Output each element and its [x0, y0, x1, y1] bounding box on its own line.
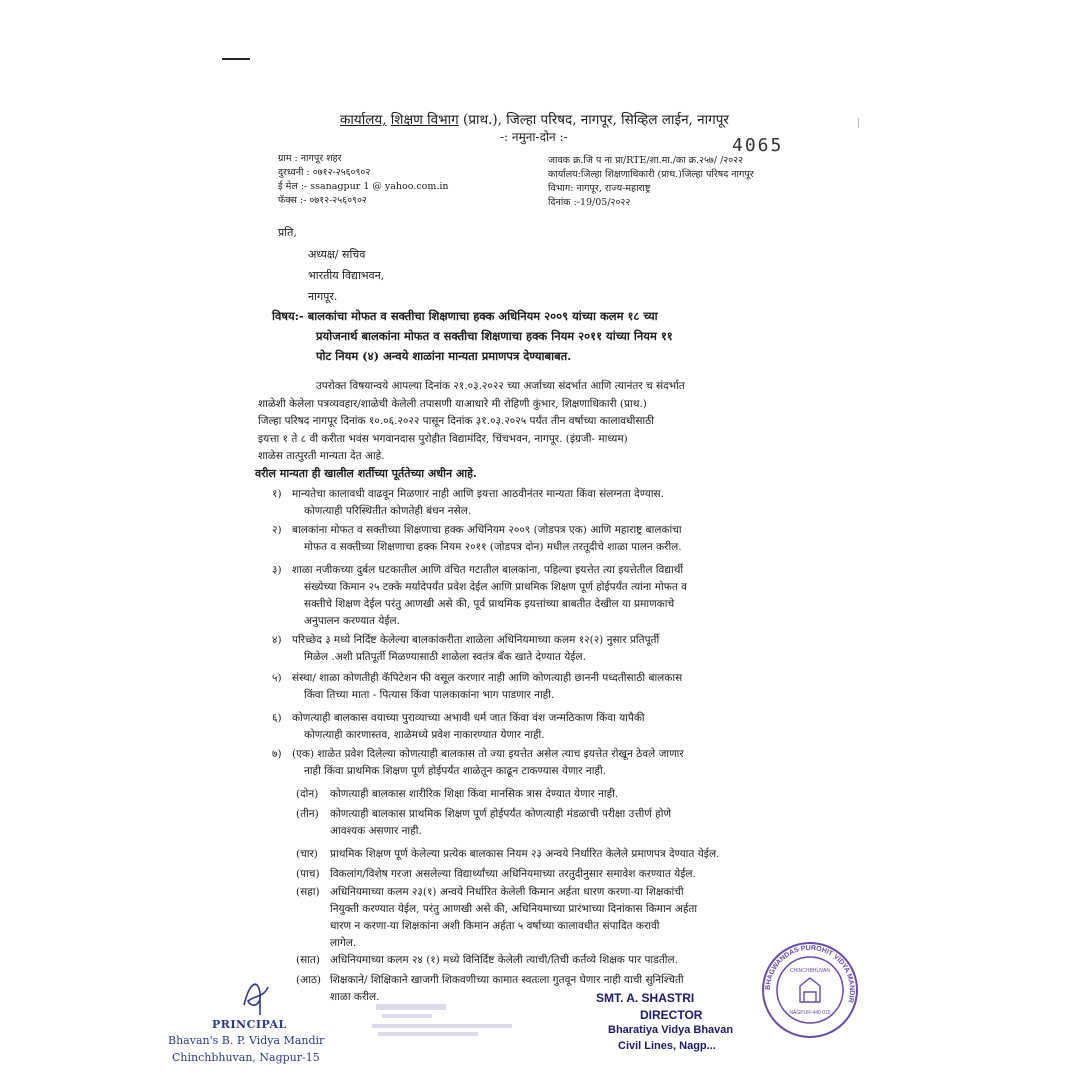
reference-block [548, 154, 754, 210]
form-number: -: नमुना-दोन :- [500, 130, 568, 144]
subcondition-line: आवश्यक असणार नाही. [330, 825, 422, 837]
condition-line: परिच्छेद ३ मध्ये निर्दिष्ट केलेल्या बालकांकरीता शाळेला अधिनियमाच्या कलम १२(२) नुसार प्रतिपूर्ती [292, 634, 660, 646]
subcondition-line: धारण न करणा-या शिक्षकांना अशी किमान अर्हता ५ वर्षाच्या कालावधीत संपादित करावी [330, 920, 660, 932]
subcondition-label: (दोन) [296, 788, 319, 800]
gram-line: ग्राम : नागपूर शहर [278, 153, 342, 164]
condition-number: ५) [272, 672, 282, 684]
subcondition-label: (चार) [296, 848, 318, 860]
subcondition-label: (तीन) [296, 808, 319, 820]
seal-building-icon [800, 978, 820, 1002]
karyalay-line: कार्यालय:जिल्हा शिक्षणाधिकारी (प्राथ.)जिल्हा परिषद नागपूर [548, 169, 754, 180]
principal-signature [238, 975, 278, 1017]
subject-line: पोट नियम (४) अन्वये शाळांना मान्यता प्रमाणपत्र देण्याबाबत. [316, 349, 572, 363]
principal-school: Bhavan's B. P. Vidya Mandir [168, 1034, 325, 1047]
subcondition-line: लागेल. [330, 937, 357, 949]
condition-number: ६) [272, 712, 282, 724]
subcondition-line: प्राथमिक शिक्षण पूर्ण केलेल्या प्रत्येक बालकास नियम २३ अन्वये निर्धारित केलेले प्रमाणपत्र देण्यात येईल. [330, 848, 720, 860]
svg-text:BHAGWANDAS PUROHIT VIDYA MANDI [765, 945, 855, 1003]
subject-block [272, 306, 673, 366]
condition-line: बालकांना मोफत व सक्तीच्या शिक्षणाचा हक्क अधिनियम २००९ (जोडपत्र एक) आणि महाराष्ट्र बालकांचा [292, 524, 682, 536]
faint-stamp [372, 1000, 522, 1040]
condition-line: मिळेल .अशी प्रतिपूर्ती मिळण्यासाठी शाळेला स्वतंत्र बँक खाते देण्यात येईल. [304, 651, 586, 663]
condition-number: ३) [272, 564, 282, 576]
condition-line: शाळा नजीकच्या दुर्बल घटकातील आणि वंचित गटातील बालकांना, पहिल्या इयत्तेत त्या इयत्तेतील विद्यार्थी [292, 564, 684, 576]
subcondition-line: कोणत्याही बालकास शारीरिक शिक्षा किंवा मानसिक त्रास देण्यात येणार नाही. [330, 788, 619, 800]
phone-line: दुरध्वनी : ०७१२-२५६०९०२ [278, 167, 371, 178]
body-line: इयत्ता १ ते ८ वी करीता भवंस भगवानदास पुरोहीत विद्यामंदिर, चिंचभवन, नागपूर. (इंग्रजी- माध्यम) [258, 432, 628, 445]
condition-line: मोफत व सक्तीच्या शिक्षणाचा हक्क नियम २०११ (जोडपत्र दोन) मधील तरतूदीचे शाळा पालन करील. [304, 541, 682, 553]
addressee-line: नागपूर. [308, 290, 338, 303]
condition-line: कोणत्याही परिस्थितीत कोणतेही बंधन नसेल. [304, 505, 472, 517]
subcondition-line: शिक्षकाने/ शिक्षिकाने खाजगी शिकवणीच्या कामात स्वतःला गुतवून घेणार नाही याची सुनिश्चिती [330, 974, 684, 986]
director-name: SMT. A. SHASTRI [596, 991, 695, 1005]
subcondition-label: (पाच) [296, 868, 320, 880]
margin-tick [858, 118, 859, 128]
subject-line: प्रयोजनार्थ बालकांना मोफत व सक्तीचा शिक्षणाचा हक्क नियम २०११ यांच्या नियम ११ [316, 329, 673, 343]
addressee-line: भारतीय विद्याभवन, [308, 269, 385, 282]
condition-line: संख्येच्या किमान २५ टक्के मर्यादेपर्यंत प्रवेश देईल आणि प्राथमिक शिक्षण पूर्ण होईपर्यंत त्यांना मोफत व [304, 581, 687, 593]
javak-line: जावक क्र.जि प ना प्रा/RTE/शा.मा./का क्र.२५७/ /२०२२ [548, 155, 744, 166]
handwritten-number: 4065 [732, 135, 784, 156]
vibhag-line: विभाग: नागपूर, राज्य-महाराष्ट्र [548, 183, 651, 194]
subcondition-line: अधिनियमाच्या कलम २४ (१) मध्ये विनिर्दिष्ट केलेली त्याची/तिची कर्तव्ये शिक्षक पार पाडतील. [330, 954, 678, 966]
subject-line: विषय:- बालकांचा मोफत व सक्तीचा शिक्षणाचा हक्क अधिनियम २००९ यांच्या कलम १८ च्या [272, 309, 658, 323]
condition-line: कोणत्याही कारणास्तव, शाळेमध्ये प्रवेश नाकारण्यात येणार नाही. [304, 729, 545, 741]
subcondition-line: शाळा करील. [330, 991, 380, 1003]
body-line: उपरोक्त विषयान्वये आपल्या दिनांक २१.०३.२०२२ च्या अर्जाच्या संदर्भात आणि त्यानंतर च संदर्भात [316, 380, 685, 392]
condition-line: कोणत्याही बालकास वयाच्या पुराव्याच्या अभावी धर्म जात किंवा वंश जन्मठिकाण किंवा यापैकी [292, 712, 645, 724]
condition-number: ७) [272, 748, 282, 760]
body-line: शाळेस तात्पुरती मान्यता देत आहे. [258, 450, 385, 462]
body-line: जिल्हा परिषद नागपूर दिनांक १०.०६.२०२२ पासून दिनांक ३१.०३.२०२५ पर्यंत तीन वर्षाच्या कालावधीसाठी [258, 415, 654, 427]
condition-number: ४) [272, 634, 282, 646]
email-line: ई मेल :- ssanagpur 1 @ yahoo.com.in [278, 181, 449, 192]
addressee-line: अध्यक्ष/ सचिव [308, 248, 366, 261]
condition-number: १) [272, 488, 282, 500]
fax-line: फॅक्स :- ०७१२-२५६०९०२ [278, 195, 367, 206]
contact-block [278, 152, 449, 208]
subcondition-line: कोणत्याही बालकास प्राथमिक शिक्षण पूर्ण होईपर्यंत कोणत्याही मंडळाची परीक्षा उत्तीर्ण होणे [330, 808, 672, 820]
subcondition-line: नियुक्ती करण्यात येईल, परंतु आणखी असे की, अधिनियमाच्या प्रारंभाच्या दिनांकास किमान अर्हता [330, 903, 698, 915]
condition-line: मान्यतेचा कालावधी वाढवून मिळणार नाही आणि इयत्ता आठवीनंतर मान्यता किंवा संलग्नता देण्यास. [292, 488, 664, 500]
margin-dash [222, 58, 250, 60]
director-address: Civil Lines, Nagp... [618, 1040, 716, 1052]
subcondition-label: (सात) [296, 954, 320, 966]
condition-line: संस्था/ शाळा कोणतीही कॅपिटेशन फी वसूल करणार नाही आणि कोणत्याही छाननी पध्दतीसाठी बालकास [292, 672, 683, 684]
subcondition-label: (आठ) [296, 974, 322, 986]
subcondition-label: (सहा) [296, 886, 320, 898]
seal-inner-top: CHINCHBHUVAN [790, 968, 830, 974]
condition-line: नाही किंवा प्राथमिक शिक्षण पूर्ण होईपर्यंत शाळेतून काढून टाकण्यास येणार नाही. [304, 765, 607, 777]
condition-line: (एक) शाळेत प्रवेश दिलेल्या कोणत्याही बालकास तो ज्या इयत्तेत असेल त्याच इयत्तेत रोखून ठेवले जाणार [292, 748, 684, 760]
condition-line: अनुपालन करण्यात येईल. [304, 615, 400, 627]
office-header: कार्यालय, शिक्षण विभाग (प्राथ.), जिल्हा परिषद, नागपूर, सिव्हिल लाईन, नागपूर [340, 112, 729, 128]
principal-place: Chinchbhuvan, Nagpur-15 [172, 1051, 320, 1064]
condition-number: २) [272, 524, 282, 536]
addressee [308, 244, 384, 307]
to-label: प्रति, [278, 226, 297, 239]
subcondition-line: अधिनियमाच्या कलम २३(१) अन्वये निर्धारित केलेली किमान अर्हता धारण करणा-या शिक्षकांची [330, 886, 684, 898]
director-title: DIRECTOR [640, 1008, 703, 1022]
school-seal [760, 940, 860, 1040]
condition-line: किंवा तिच्या माता - पित्यास किंवा पालकाकांना भाग पाडणार नाही. [304, 689, 555, 701]
seal-inner-bottom: NAGPUR-440 015 [789, 1010, 831, 1016]
conditions-header: वरील मान्यता ही खालील शर्तीच्या पूर्ततेच्या अधीन आहे. [255, 467, 477, 480]
principal-title: PRINCIPAL [212, 1018, 287, 1031]
director-org: Bharatiya Vidya Bhavan [608, 1024, 734, 1036]
seal-text: BHAGWANDAS PUROHIT VIDYA MANDIR [764, 944, 856, 1004]
body-paragraph [258, 378, 798, 466]
subcondition-line: विकलांग/विशेष गरजा असलेल्या विद्यार्थ्यांच्या अधिनियमाच्या तरतुदीनुसार समावेश करण्यात येईल. [330, 868, 696, 880]
date-line: दिनांक :-19/05/२०२२ [548, 197, 631, 208]
body-line: शाळेशी केलेला पत्रव्यवहार/शाळेची केलेली तपासणी याआधारे मी रोहिणी कुंभार, शिक्षणाधिकारी (प्राथ.) [258, 397, 647, 410]
condition-line: सक्तीचे शिक्षण देईल परंतु आणखी असे की, पूर्व प्राथमिक इयत्तांच्या बाबतीत देखील या प्रमाणकाचे [304, 598, 675, 610]
